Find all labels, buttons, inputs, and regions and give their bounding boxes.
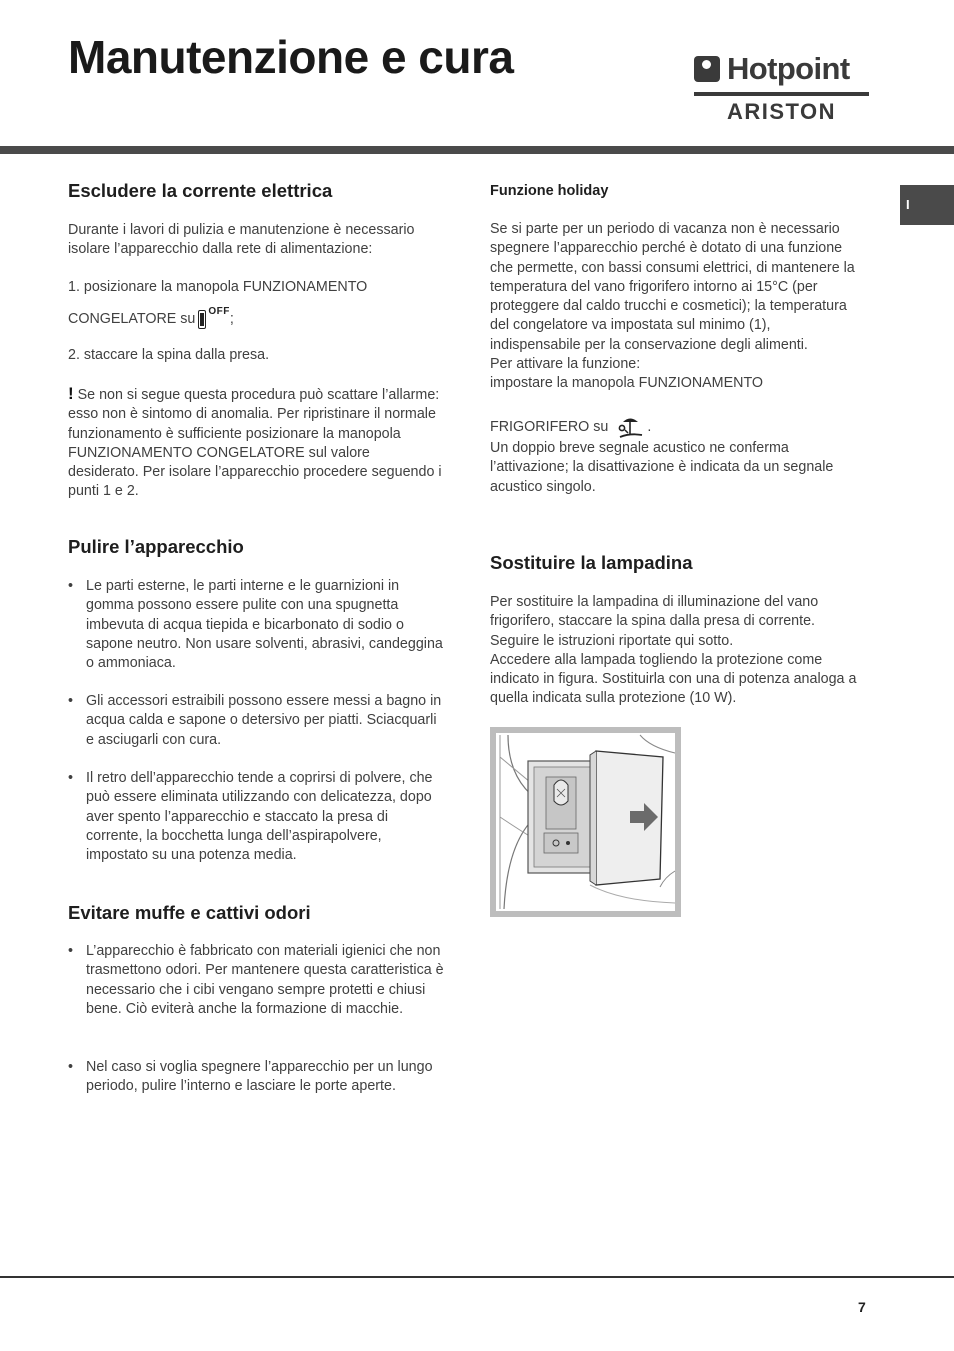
section-heading: Funzione holiday — [490, 183, 609, 199]
brand-sub: ARISTON — [726, 99, 837, 124]
language-tab: I — [900, 185, 954, 225]
brand-name: Hotpoint — [727, 51, 850, 86]
holiday-icon — [616, 415, 644, 439]
paragraph: Per attivare la funzione: — [490, 356, 641, 373]
step-1-line2: CONGELATORE su $^{OFF}$; — [68, 306, 234, 327]
page-title: Manutenzione e cura — [68, 31, 514, 83]
header-bar — [0, 146, 954, 154]
step-1-line1: 1. posizionare la manopola FUNZIONAMENTO — [68, 279, 368, 295]
list-item: • L’apparecchio è fabbricato con materiali igienici che non trasmettono odori. Per mantenere questa caratteristica è necessario che i cibi vengano sempre protetti e chiusi bene. Ciò eviterà anche la formazione di macchie. — [68, 942, 446, 1019]
list-item: • Gli accessori estraibili possono essere messi a bagno in acqua calda e sapone o detersivo per piatti. Sciacquarli e asciugarli con cura. — [68, 692, 446, 750]
section-heading: Pulire l’apparecchio — [68, 536, 244, 557]
hotpoint-logo-icon — [694, 56, 720, 82]
section-heading: Sostituire la lampadina — [490, 552, 693, 573]
warning-paragraph: ! Se non si segue questa procedura può scattare l’allarme: esso non è sintomo di anomalia. Per ripristinare il normale funzionamento è sufficiente posizionare la manopola FUNZIONAMENTO CONGELATORE sul valore desiderato. Per isolare l’apparecchio procedere seguendo i punti 1 e 2. — [68, 384, 442, 500]
section-heading: Escludere la corrente elettrica — [68, 180, 333, 201]
list-item: • Il retro dell’apparecchio tende a coprirsi di polvere, che può essere eliminata utilizzando con delicatezza, dopo aver spento l’apparecchio e staccato la presa di corrente, la bocchetta lunga dell’aspirapolvere, impostato su una potenza media. — [68, 769, 446, 865]
paragraph: Un doppio breve segnale acustico ne conferma l’attivazione; la disattivazione è indicata da un segnale acustico singolo. — [490, 440, 834, 495]
list-item: • Le parti esterne, le parti interne e le guarnizioni in gomma possono essere pulite con una spugnetta imbevuta di acqua tiepida e bicarbonato di sodio o sapone neutro. Non usare solventi, abrasivi, candeggina o ammoniaca. — [68, 577, 446, 673]
logo-divider — [694, 92, 869, 96]
step-2: 2. staccare la spina dalla presa. — [68, 347, 270, 363]
lamp-replacement-illustration — [490, 727, 681, 917]
list-item: • Nel caso si voglia spegnere l’apparecchio per un lungo periodo, pulire l’interno e lasciare le porte aperte. — [68, 1058, 446, 1097]
footer-line — [0, 1276, 954, 1278]
paragraph: Accedere alla lampada togliendo la protezione come indicato in figura. Sostituirla con una di potenza analoga a quella indicata sulla protezione (10 W). — [490, 651, 857, 707]
warning-icon: ! — [68, 384, 74, 403]
section-heading: Evitare muffe e cattivi odori — [68, 902, 311, 923]
paragraph: impostare la manopola FUNZIONAMENTO — [490, 375, 764, 392]
page-number: 7 — [858, 1299, 866, 1315]
paragraph: Durante i lavori di pulizia e manutenzione è necessario isolare l’apparecchio dalla rete di alimentazione: — [68, 222, 415, 258]
frigo-setting-line: FRIGORIFERO su . — [490, 415, 865, 439]
lamp-figure — [490, 727, 681, 917]
off-label: OFF — [208, 306, 230, 317]
paragraph: Se si parte per un periodo di vacanza non è necessario spegnere l’apparecchio perché è dotato di una funzione che permette, con bassi consumi elettrici, di mantenere la temperatura del vano frigorifero intorno ai 15°C (per proteggere dal caldo trucchi e cosmetici); la temperatura del congelatore va impostata sul minimo (1), indispensabile per la conservazione degli alimenti. — [490, 221, 855, 353]
freezer-off-icon — [198, 310, 206, 329]
brand-logo — [694, 52, 869, 126]
paragraph: Per sostituire la lampadina di illuminazione del vano frigorifero, staccare la spina dalla presa di corrente. Seguire le istruzioni riportate qui sotto. — [490, 594, 819, 649]
